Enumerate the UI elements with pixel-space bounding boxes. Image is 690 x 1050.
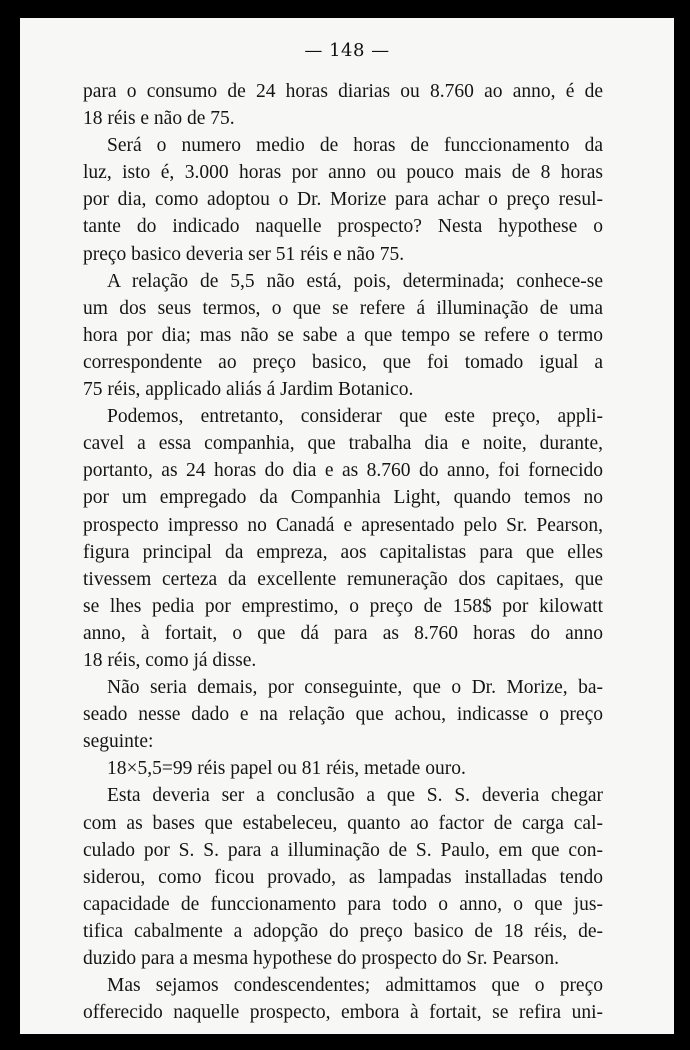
text-line: A relação de 5,5 não está, pois, determinada; conhece-se — [107, 270, 603, 292]
text-line: tivessem certeza da excellente remuneração dos capitaes, que — [83, 568, 603, 590]
text-line: capacidade de funccionamento para todo o anno, o que jus- — [83, 893, 603, 915]
text-line: cavel a essa companhia, que trabalha dia e noite, durante, — [83, 433, 603, 455]
text-line: Esta deveria ser a conclusão a que S. S. deveria chegar — [107, 785, 603, 807]
text-line: portanto, as 24 horas do dia e as 8.760 do anno, foi fornecido — [83, 460, 603, 482]
page-number: — 148 — — [304, 40, 390, 61]
text-line: Mas sejamos condescendentes; admittamos que o preço — [107, 975, 603, 997]
text-line: preço basico deveria ser 51 réis e não 75. — [83, 243, 405, 265]
text-line: Podemos, entretanto, considerar que este preço, appli- — [107, 406, 603, 428]
text-line: tifica cabalmente a adopção do preço basico de 18 réis, de- — [83, 920, 603, 942]
text-line: Será o numero medio de horas de funccionamento da — [107, 135, 603, 157]
text-line: offerecido naquelle prospecto, embora à fortait, se refira uni- — [83, 1002, 603, 1024]
text-line: siderou, como ficou provado, as lampadas installadas tendo — [83, 866, 603, 888]
text-line: culado por S. S. para a illuminação de S. Paulo, em que con- — [83, 839, 603, 861]
text-line: para o consumo de 24 horas diarias ou 8.760 ao anno, é de — [83, 81, 603, 102]
text-line: hora por dia; mas não se sabe a que tempo se refere o termo — [83, 324, 603, 346]
book-page — [20, 18, 674, 1034]
text-line: seado nesse dado e na relação que achou, indicasse o preço — [83, 704, 603, 726]
text-line: se lhes pedia por emprestimo, o preço de 158$ por kilowatt — [83, 595, 603, 617]
body-text — [83, 78, 603, 1026]
equation-line: 18×5,5=99 réis papel ou 81 réis, metade ouro. — [107, 758, 466, 780]
text-line: prospecto impresso no Canadá e apresentado pelo Sr. Pearson, — [83, 514, 603, 536]
text-line: 18 réis, como já disse. — [83, 649, 257, 671]
text-line: seguinte: — [83, 731, 154, 753]
text-line: 18 réis e não de 75. — [83, 108, 235, 130]
text-line: por um empregado da Companhia Light, quando temos no — [83, 487, 603, 509]
text-line: por dia, como adoptou o Dr. Morize para achar o preço resul- — [83, 189, 603, 211]
text-line: 75 réis, applicado aliás á Jardim Botanico. — [83, 379, 414, 401]
text-line: com as bases que estabeleceu, quanto ao factor de carga cal- — [83, 812, 603, 834]
text-line: duzido para a mesma hypothese do prospecto do Sr. Pearson. — [83, 948, 560, 969]
text-line: anno, à fortait, o que dá para as 8.760 horas do anno — [83, 622, 603, 644]
text-line: Não seria demais, por conseguinte, que o Dr. Morize, ba- — [107, 677, 603, 699]
text-line: figura principal da empreza, aos capitalistas para que elles — [83, 541, 603, 563]
text-line: um dos seus termos, o que se refere á illuminação de uma — [83, 297, 603, 319]
text-line: luz, isto é, 3.000 horas por anno ou pouco mais de 8 horas — [83, 162, 603, 184]
text-line: correspondente ao preço basico, que foi tomado igual a — [83, 351, 603, 373]
text-line: tante do indicado naquelle prospecto? Nesta hypothese o — [83, 216, 603, 238]
